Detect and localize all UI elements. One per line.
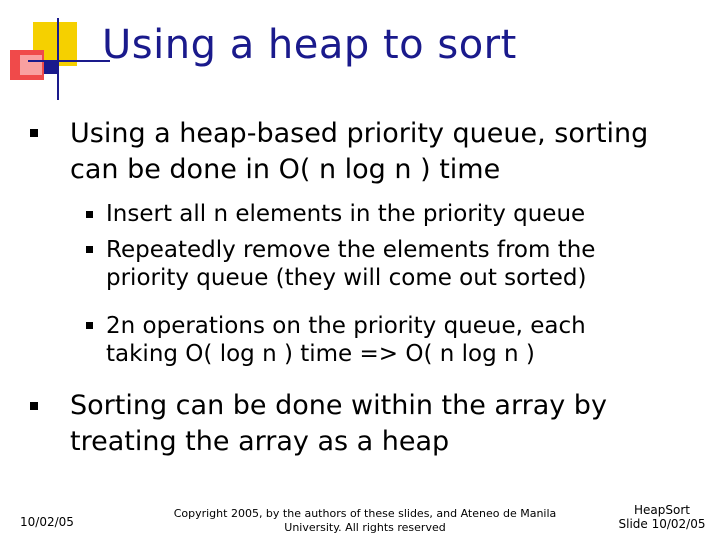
footer-slide-number: Slide 10/02/05 bbox=[618, 517, 706, 531]
sub-bullet-marker bbox=[86, 246, 93, 253]
sub-bullet-text bbox=[106, 200, 585, 228]
footer-slide-info bbox=[608, 503, 716, 531]
footer-slide-title: HeapSort bbox=[634, 503, 690, 517]
sub-bullet-line: 2n operations on the priority queue, each bbox=[106, 313, 586, 339]
sub-bullet-marker bbox=[86, 322, 93, 329]
sub-bullet-line: taking O( log n ) time => O( n log n ) bbox=[106, 341, 535, 367]
bullet-line: can be done in O( n log n ) time bbox=[70, 154, 501, 185]
bullet-line: Sorting can be done within the array by bbox=[70, 390, 607, 421]
sub-bullet-line: Insert all n elements in the priority queue bbox=[106, 201, 586, 227]
logo-blue-square bbox=[44, 60, 58, 74]
logo-vertical-line bbox=[57, 18, 59, 100]
bullet-line: Using a heap-based priority queue, sorting bbox=[70, 118, 649, 149]
logo-red-fade bbox=[20, 55, 42, 75]
sub-bullet-line: Repeatedly remove the elements from the bbox=[106, 237, 596, 263]
bullet-text bbox=[70, 116, 648, 188]
logo-horizontal-line bbox=[28, 60, 110, 62]
bullet-marker bbox=[30, 402, 38, 410]
bullet-line: treating the array as a heap bbox=[70, 426, 450, 457]
sub-bullet-text bbox=[106, 236, 595, 292]
title-logo bbox=[0, 0, 110, 100]
footer-copyright-line: University. All rights reserved bbox=[284, 521, 446, 534]
sub-bullet-marker bbox=[86, 211, 93, 218]
slide-title: Using a heap to sort bbox=[102, 22, 517, 68]
footer-date: 10/02/05 bbox=[20, 515, 74, 529]
footer-copyright bbox=[155, 507, 575, 535]
sub-bullet-text bbox=[106, 312, 586, 368]
bullet-text bbox=[70, 388, 607, 460]
footer-copyright-line: Copyright 2005, by the authors of these slides, and Ateneo de Manila bbox=[173, 507, 557, 520]
sub-bullet-line: priority queue (they will come out sorted) bbox=[106, 265, 587, 291]
bullet-marker bbox=[30, 129, 38, 137]
